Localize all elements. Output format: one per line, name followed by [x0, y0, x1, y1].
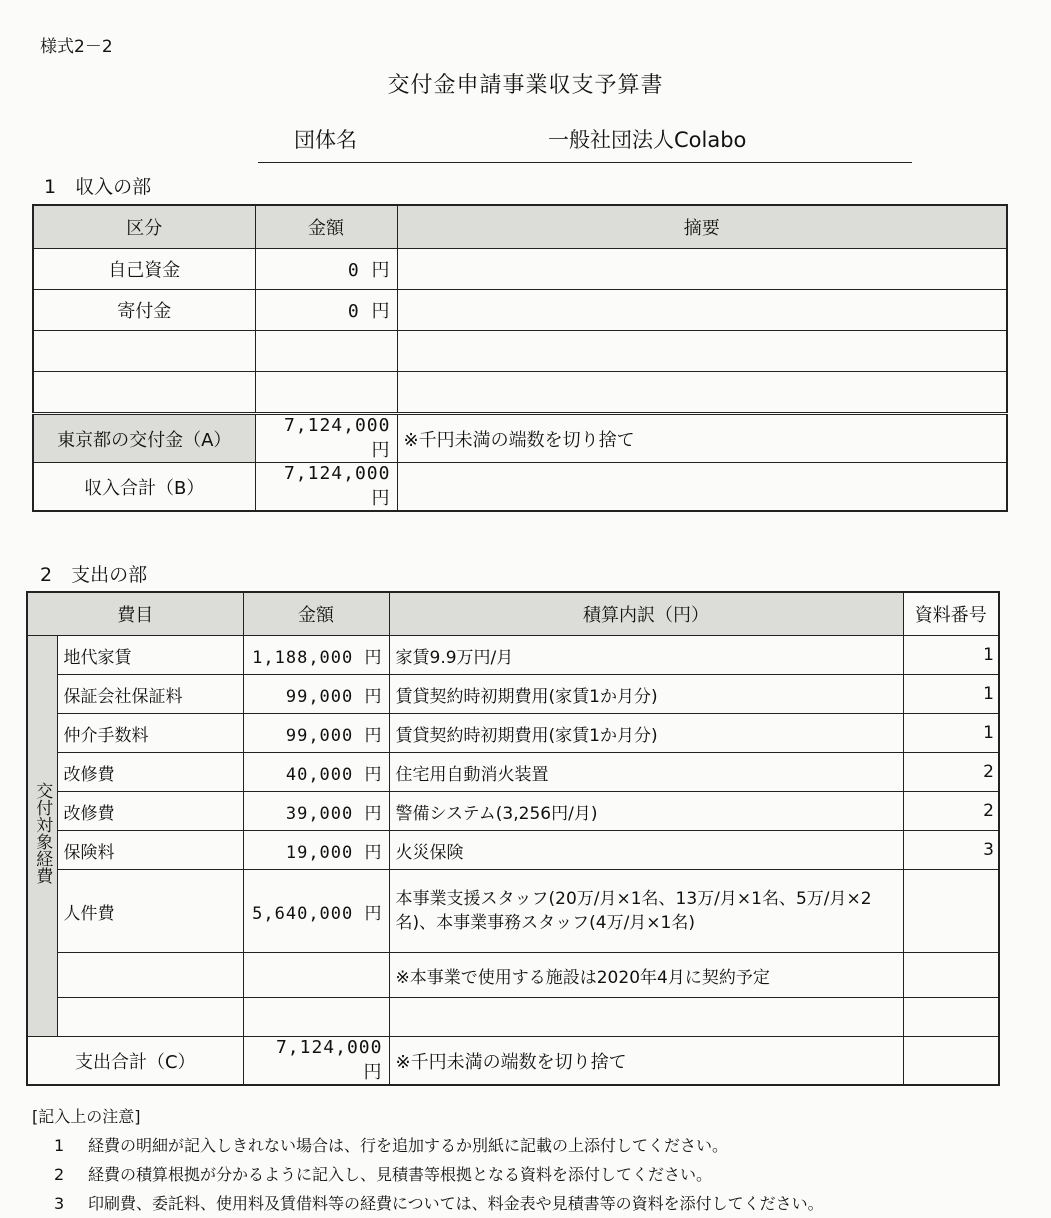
category-label: 交付対象経費	[32, 782, 53, 884]
expense-total-ref	[903, 1037, 999, 1086]
income-col-note: 摘要	[397, 205, 1007, 249]
page-title: 交付金申請事業収支予算書	[387, 73, 664, 98]
income-category: 寄付金	[33, 290, 255, 331]
table-row	[27, 953, 999, 998]
income-total-note	[397, 463, 1007, 512]
expense-amount: 1,188,000 円	[243, 636, 389, 675]
organization-row	[258, 118, 912, 163]
income-header-row	[33, 205, 1007, 249]
income-section-title: 1 収入の部	[44, 176, 152, 198]
note-number: 3	[54, 1194, 65, 1213]
table-row	[27, 636, 999, 675]
expense-detail: 本事業支援スタッフ(20万/月×1名、13万/月×1名、5万/月×2名)、本事業事務スタッフ(4万/月×1名)	[389, 870, 903, 953]
expense-table	[26, 591, 1000, 1086]
expense-total-detail: ※千円未満の端数を切り捨て	[389, 1037, 903, 1086]
expense-item: 人件費	[57, 870, 243, 953]
note-number: 2	[54, 1165, 65, 1184]
income-table	[32, 204, 1008, 512]
income-total-amount: 7,124,000 円	[255, 463, 397, 512]
income-category	[33, 372, 255, 414]
expense-item	[57, 998, 243, 1037]
expense-section-title: 2 支出の部	[40, 564, 148, 586]
expense-amount	[243, 953, 389, 998]
expense-col-detail: 積算内訳（円）	[389, 592, 903, 636]
grant-amount: 7,124,000 円	[255, 414, 397, 463]
expense-total-amount: 7,124,000 円	[243, 1037, 389, 1086]
expense-col-ref: 資料番号	[903, 592, 999, 636]
table-row	[33, 290, 1007, 331]
note-item	[54, 1189, 824, 1218]
income-total-row	[33, 463, 1007, 512]
expense-item: 保険料	[57, 831, 243, 870]
expense-col-item: 費目	[27, 592, 243, 636]
organization-label: 団体名	[294, 128, 357, 152]
expense-detail: 賃貸契約時初期費用(家賃1か月分)	[389, 714, 903, 753]
grant-label: 東京都の交付金（A）	[33, 414, 255, 463]
expense-amount: 99,000 円	[243, 714, 389, 753]
income-note	[397, 290, 1007, 331]
income-amount: 0 円	[255, 290, 397, 331]
expense-ref	[903, 870, 999, 953]
expense-total-row	[27, 1037, 999, 1086]
expense-amount	[243, 998, 389, 1037]
expense-item	[57, 953, 243, 998]
expense-ref: 1	[903, 714, 999, 753]
table-row	[33, 372, 1007, 414]
income-amount	[255, 331, 397, 372]
income-col-amount: 金額	[255, 205, 397, 249]
expense-ref: 2	[903, 792, 999, 831]
income-note	[397, 372, 1007, 414]
note-item	[54, 1160, 824, 1189]
expense-ref: 3	[903, 831, 999, 870]
expense-detail: 住宅用自動消火装置	[389, 753, 903, 792]
income-amount: 0 円	[255, 249, 397, 290]
expense-detail: 家賃9.9万円/月	[389, 636, 903, 675]
note-item	[54, 1131, 824, 1160]
income-category	[33, 331, 255, 372]
expense-detail	[389, 998, 903, 1037]
table-row	[27, 998, 999, 1037]
table-row	[27, 831, 999, 870]
expense-amount: 40,000 円	[243, 753, 389, 792]
expense-amount: 5,640,000 円	[243, 870, 389, 953]
table-row	[27, 753, 999, 792]
table-row	[27, 792, 999, 831]
organization-name: 一般社団法人Colabo	[548, 128, 747, 152]
expense-ref	[903, 998, 999, 1037]
eligible-expense-category	[27, 636, 57, 1037]
note-text: 経費の明細が記入しきれない場合は、行を追加するか別紙に記載の上添付してください。	[88, 1136, 729, 1155]
expense-item: 改修費	[57, 792, 243, 831]
expense-item: 地代家賃	[57, 636, 243, 675]
table-row	[33, 249, 1007, 290]
table-row	[33, 331, 1007, 372]
table-row	[27, 675, 999, 714]
income-category: 自己資金	[33, 249, 255, 290]
expense-item: 仲介手数料	[57, 714, 243, 753]
income-col-category: 区分	[33, 205, 255, 249]
income-total-label: 収入合計（B）	[33, 463, 255, 512]
note-text: 経費の積算根拠が分かるように記入し、見積書等根拠となる資料を添付してください。	[88, 1165, 713, 1184]
form-id: 様式2－2	[40, 37, 113, 57]
table-row	[27, 870, 999, 953]
expense-item: 改修費	[57, 753, 243, 792]
expense-ref: 1	[903, 675, 999, 714]
table-row	[27, 714, 999, 753]
expense-amount: 39,000 円	[243, 792, 389, 831]
income-amount	[255, 372, 397, 414]
expense-amount: 19,000 円	[243, 831, 389, 870]
notes-heading: [記入上の注意]	[32, 1107, 141, 1126]
expense-ref: 2	[903, 753, 999, 792]
note-number: 1	[54, 1136, 65, 1155]
note-text: 印刷費、委託料、使用料及賃借料等の経費については、料金表や見積書等の資料を添付してください。	[88, 1194, 824, 1213]
expense-amount: 99,000 円	[243, 675, 389, 714]
expense-detail: 火災保険	[389, 831, 903, 870]
notes-section	[32, 1102, 824, 1218]
income-grant-row	[33, 414, 1007, 463]
expense-header-row	[27, 592, 999, 636]
income-note	[397, 331, 1007, 372]
income-note	[397, 249, 1007, 290]
expense-detail: 賃貸契約時初期費用(家賃1か月分)	[389, 675, 903, 714]
expense-ref: 1	[903, 636, 999, 675]
expense-total-label: 支出合計（C）	[27, 1037, 243, 1086]
expense-detail: 警備システム(3,256円/月)	[389, 792, 903, 831]
expense-item: 保証会社保証料	[57, 675, 243, 714]
expense-ref	[903, 953, 999, 998]
expense-detail: ※本事業で使用する施設は2020年4月に契約予定	[389, 953, 903, 998]
expense-col-amount: 金額	[243, 592, 389, 636]
grant-note: ※千円未満の端数を切り捨て	[397, 414, 1007, 463]
